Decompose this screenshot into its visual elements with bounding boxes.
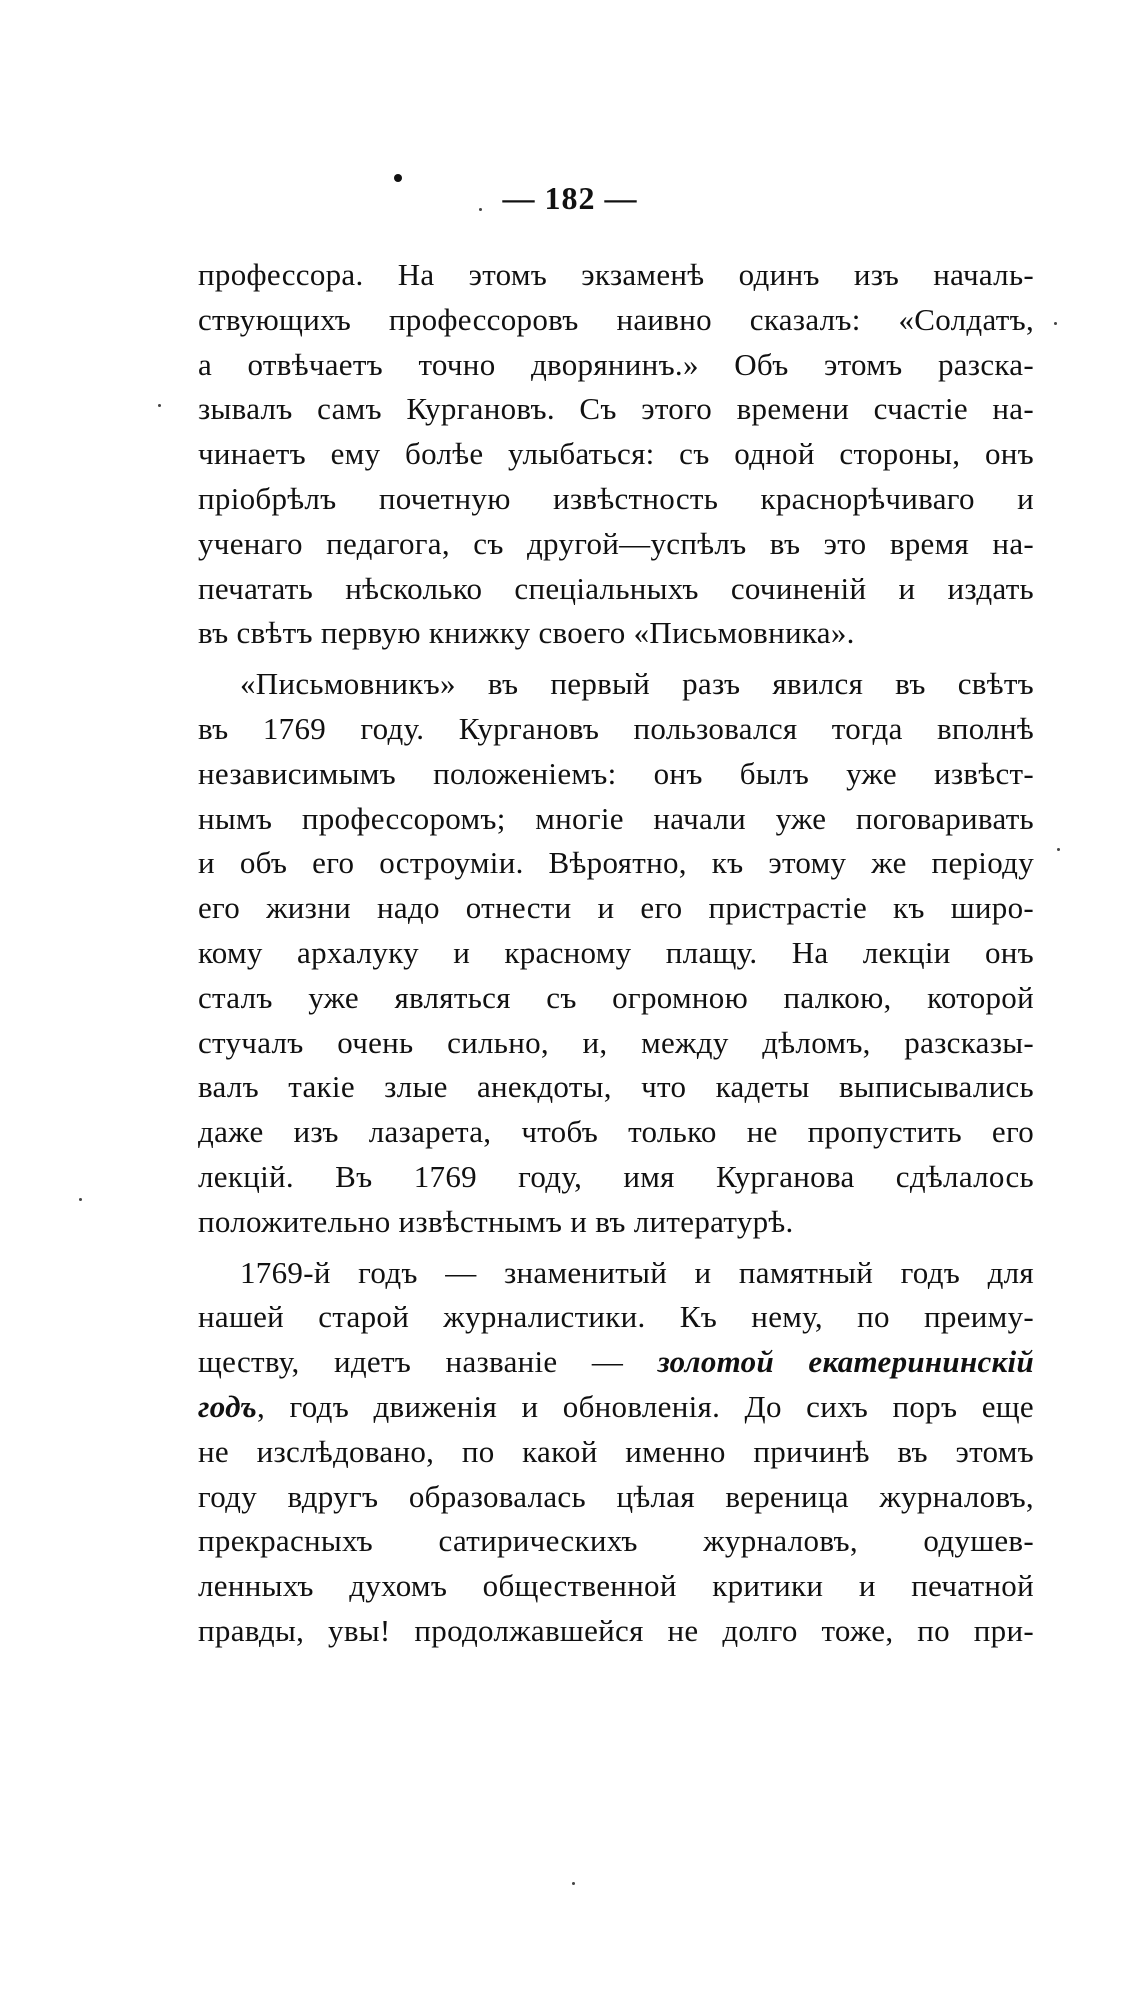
text-line: чинаетъ ему болѣе улыбаться: съ одной стороны, онъ	[198, 436, 1034, 472]
text-line: прекрасныхъ сатирическихъ журналовъ, одушев-	[198, 1523, 1034, 1559]
ink-speck	[572, 1882, 575, 1885]
emphasized-word: годъ	[198, 1388, 258, 1424]
page-number: — 182 —	[502, 180, 638, 216]
text-line: его жизни надо отнести и его пристрастіе къ широ-	[198, 890, 1034, 926]
text-segment: , годъ движенія и обновленія. До сихъ поръ еще	[257, 1388, 1034, 1424]
text-line	[198, 1385, 1034, 1430]
text-line: лекцій. Въ 1769 году, имя Курганова сдѣлалось	[198, 1158, 1034, 1194]
text-line: году вдругъ образовалась цѣлая вереница журналовъ,	[198, 1478, 1034, 1514]
text-line: зывалъ самъ Кургановъ. Съ этого времени счастіе на-	[198, 391, 1034, 427]
ink-speck	[79, 1198, 82, 1201]
text-line: нашей старой журналистики. Къ нему, по преиму-	[198, 1299, 1034, 1335]
text-line: не изслѣдовано, по какой именно причинѣ въ этомъ	[198, 1433, 1034, 1469]
ink-speck	[1054, 322, 1057, 325]
text-line: въ свѣтъ первую книжку своего «Письмовника».	[198, 615, 855, 651]
text-line: нымъ профессоромъ; многіе начали уже поговаривать	[198, 800, 1034, 836]
text-line: даже изъ лазарета, чтобъ только не пропустить его	[198, 1114, 1034, 1150]
text-line: пріобрѣлъ почетную извѣстность краснорѣчиваго и	[198, 480, 1034, 516]
text-line: валъ такіе злые анекдоты, что кадеты выписывались	[198, 1069, 1034, 1105]
paragraph-2	[198, 662, 1034, 1244]
text-line: профессора. На этомъ экзаменѣ одинъ изъ началь-	[198, 257, 1034, 292]
ink-speck	[1057, 848, 1060, 851]
text-line: ученаго педагога, съ другой—успѣлъ въ это время на-	[198, 525, 1034, 561]
text-line: 1769-й годъ — знаменитый и памятный годъ для	[240, 1254, 1034, 1290]
text-line: сталъ уже являться съ огромною палкою, которой	[198, 979, 1034, 1015]
text-line	[198, 1340, 1034, 1385]
body-text	[198, 253, 1034, 1654]
text-segment: ществу, идетъ названіе —	[198, 1344, 658, 1380]
text-line: «Письмовникъ» въ первый разъ явился въ свѣтъ	[240, 666, 1034, 702]
text-line: независимымъ положеніемъ: онъ былъ уже извѣст-	[198, 755, 1034, 791]
text-line: печатать нѣсколько спеціальныхъ сочиненій и издать	[198, 570, 1034, 606]
text-line: ленныхъ духомъ общественной критики и печатной	[198, 1568, 1034, 1604]
paragraph-3	[198, 1251, 1034, 1654]
text-line: а отвѣчаетъ точно дворянинъ.» Объ этомъ разска-	[198, 346, 1034, 382]
paragraph-1	[198, 253, 1034, 656]
text-line: положительно извѣстнымъ и въ литературѣ.	[198, 1203, 794, 1239]
text-line: ствующихъ профессоровъ наивно сказалъ: «Солдатъ,	[198, 301, 1034, 337]
text-line: кому архалуку и красному плащу. На лекціи онъ	[198, 934, 1034, 970]
text-line: и объ его остроуміи. Вѣроятно, къ этому же періоду	[198, 845, 1034, 881]
ink-speck	[158, 404, 161, 407]
text-line: въ 1769 году. Кургановъ пользовался тогда вполнѣ	[198, 710, 1034, 746]
text-line: правды, увы! продолжавшейся не долго тоже, по при-	[198, 1612, 1034, 1648]
emphasized-phrase: золотой екатерининскій	[657, 1344, 1034, 1380]
text-line: стучалъ очень сильно, и, между дѣломъ, разсказы-	[198, 1024, 1034, 1060]
